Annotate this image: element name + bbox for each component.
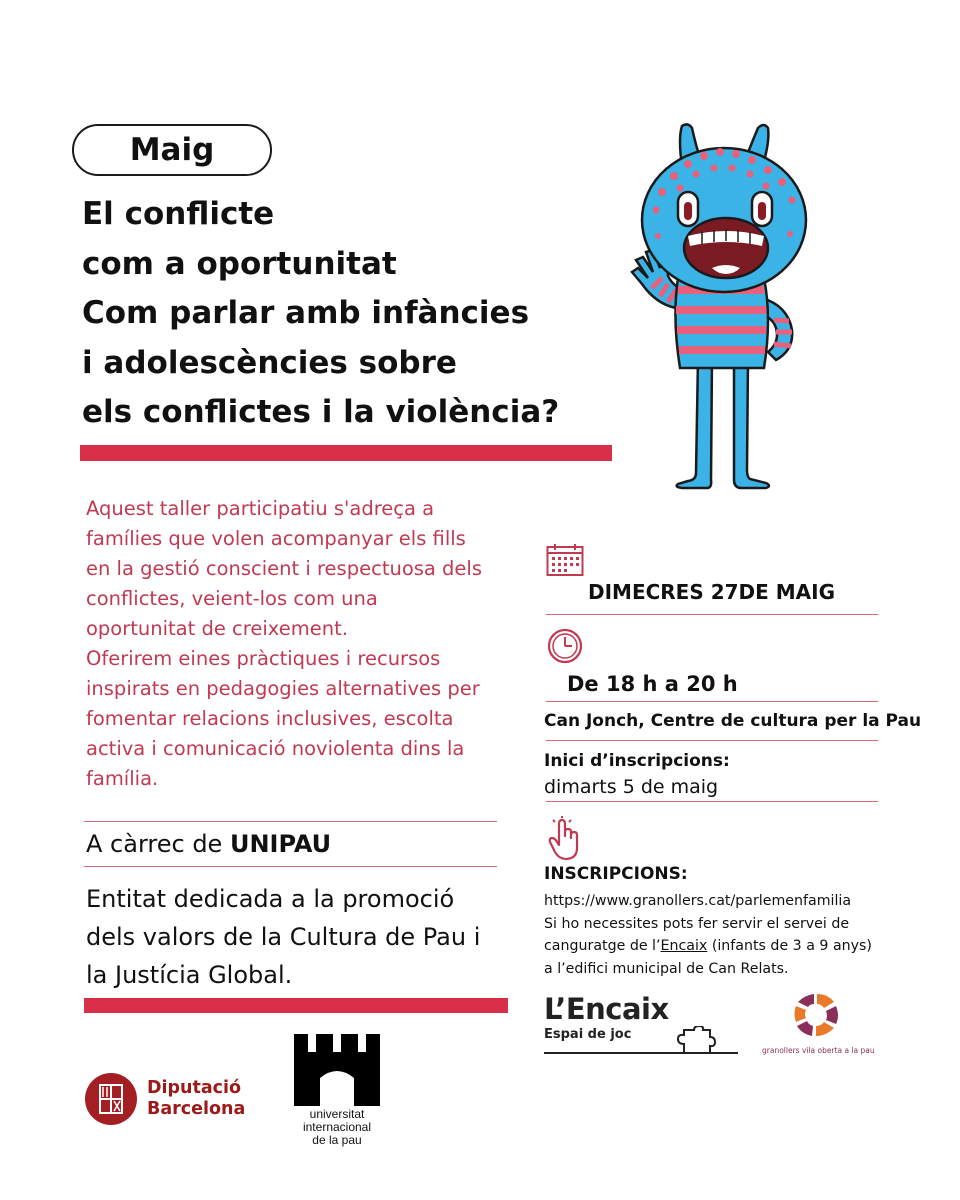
divider <box>84 821 497 822</box>
title-line: Com parlar amb infàncies <box>82 295 530 331</box>
divider <box>546 740 878 741</box>
workshop-description <box>86 494 526 794</box>
calendar-icon <box>546 543 584 577</box>
unipau-logo-text <box>282 1108 392 1147</box>
event-date: DIMECRES 27DE MAIG <box>588 580 836 604</box>
organizer-name: UNIPAU <box>229 830 332 858</box>
registration-url[interactable]: https://www.granollers.cat/parlemenfamilia <box>544 893 852 909</box>
organizer-description-line: la Justícia Global. <box>86 961 293 989</box>
granollers-logo-icon <box>790 990 844 1040</box>
registration-note: Si ho necessites pots fer servir el servei de <box>544 915 850 932</box>
organizer-prefix: A càrrec de <box>86 830 230 858</box>
encaix-logo-subtitle: Espai de joc <box>544 1027 632 1042</box>
registration-label: INSCRIPCIONS: <box>544 864 688 884</box>
title-divider-bar <box>80 445 612 461</box>
description-line: conflictes, veient-los com una <box>86 587 378 610</box>
unipau-line: de la pau <box>312 1133 362 1147</box>
event-time: De 18 h a 20 h <box>567 672 738 696</box>
organizer-line <box>86 830 331 858</box>
description-line: inspirats en pedagogies alternatives per <box>86 677 480 700</box>
description-line: família. <box>86 767 159 790</box>
description-line: en la gestió conscient i respectuosa dels <box>86 557 483 580</box>
puzzle-piece-icon <box>544 1026 740 1056</box>
title-line: i adolescències sobre <box>82 344 457 381</box>
title-line: els conflictes i la violència? <box>82 394 560 430</box>
registration-note-text: canguratge de l’ <box>544 938 661 954</box>
month-label: Maig <box>129 132 215 168</box>
description-line: Aquest taller participatiu s'adreça a <box>86 497 435 520</box>
month-pill <box>72 124 272 176</box>
pointer-hand-icon <box>547 816 581 862</box>
title-line: El conflicte <box>82 196 275 232</box>
organizer-description-line: dels valors de la Cultura de Pau i <box>86 923 481 951</box>
monster-mascot <box>616 118 826 495</box>
organizer-description <box>86 880 526 994</box>
diputacio-line: Barcelona <box>147 1099 246 1119</box>
divider <box>84 866 497 867</box>
unipau-line: internacional <box>302 1120 372 1134</box>
divider <box>546 801 878 802</box>
diputacio-line: Diputació <box>147 1078 242 1098</box>
clock-icon <box>547 628 583 664</box>
registration-note-text: (infants de 3 a 9 anys) <box>707 938 872 954</box>
registration-start-date: dimarts 5 de maig <box>544 776 719 798</box>
registration-note <box>544 935 872 958</box>
event-title <box>82 190 642 438</box>
registration-start-label: Inici d’inscripcions: <box>544 751 730 771</box>
divider <box>546 701 878 702</box>
encaix-logo-title: L’Encaix <box>544 992 669 1026</box>
unipau-emblem <box>294 1034 380 1106</box>
granollers-logo-text: granollers vila oberta a la pau <box>762 1046 875 1055</box>
event-venue: Can Jonch, Centre de cultura per la Pau <box>544 711 922 731</box>
unipau-line: universitat <box>309 1107 365 1121</box>
diputacio-logo-text <box>147 1078 245 1120</box>
title-line: com a oportunitat <box>82 245 397 282</box>
encaix-link[interactable]: Encaix <box>660 938 708 954</box>
diputacio-emblem <box>84 1072 138 1126</box>
description-line: famílies que volen acompanyar els fills <box>86 527 466 550</box>
bottom-divider-bar <box>84 998 508 1013</box>
organizer-description-line: Entitat dedicada a la promoció <box>86 885 455 913</box>
divider <box>546 614 878 615</box>
registration-info <box>544 890 872 980</box>
description-line: Oferirem eines pràctiques i recursos <box>86 647 441 670</box>
registration-note: a l’edifici municipal de Can Relats. <box>544 960 789 977</box>
description-line: activa i comunicació noviolenta dins la <box>86 737 465 760</box>
description-line: fomentar relacions inclusives, escolta <box>86 707 454 730</box>
description-line: oportunitat de creixement. <box>86 617 348 640</box>
